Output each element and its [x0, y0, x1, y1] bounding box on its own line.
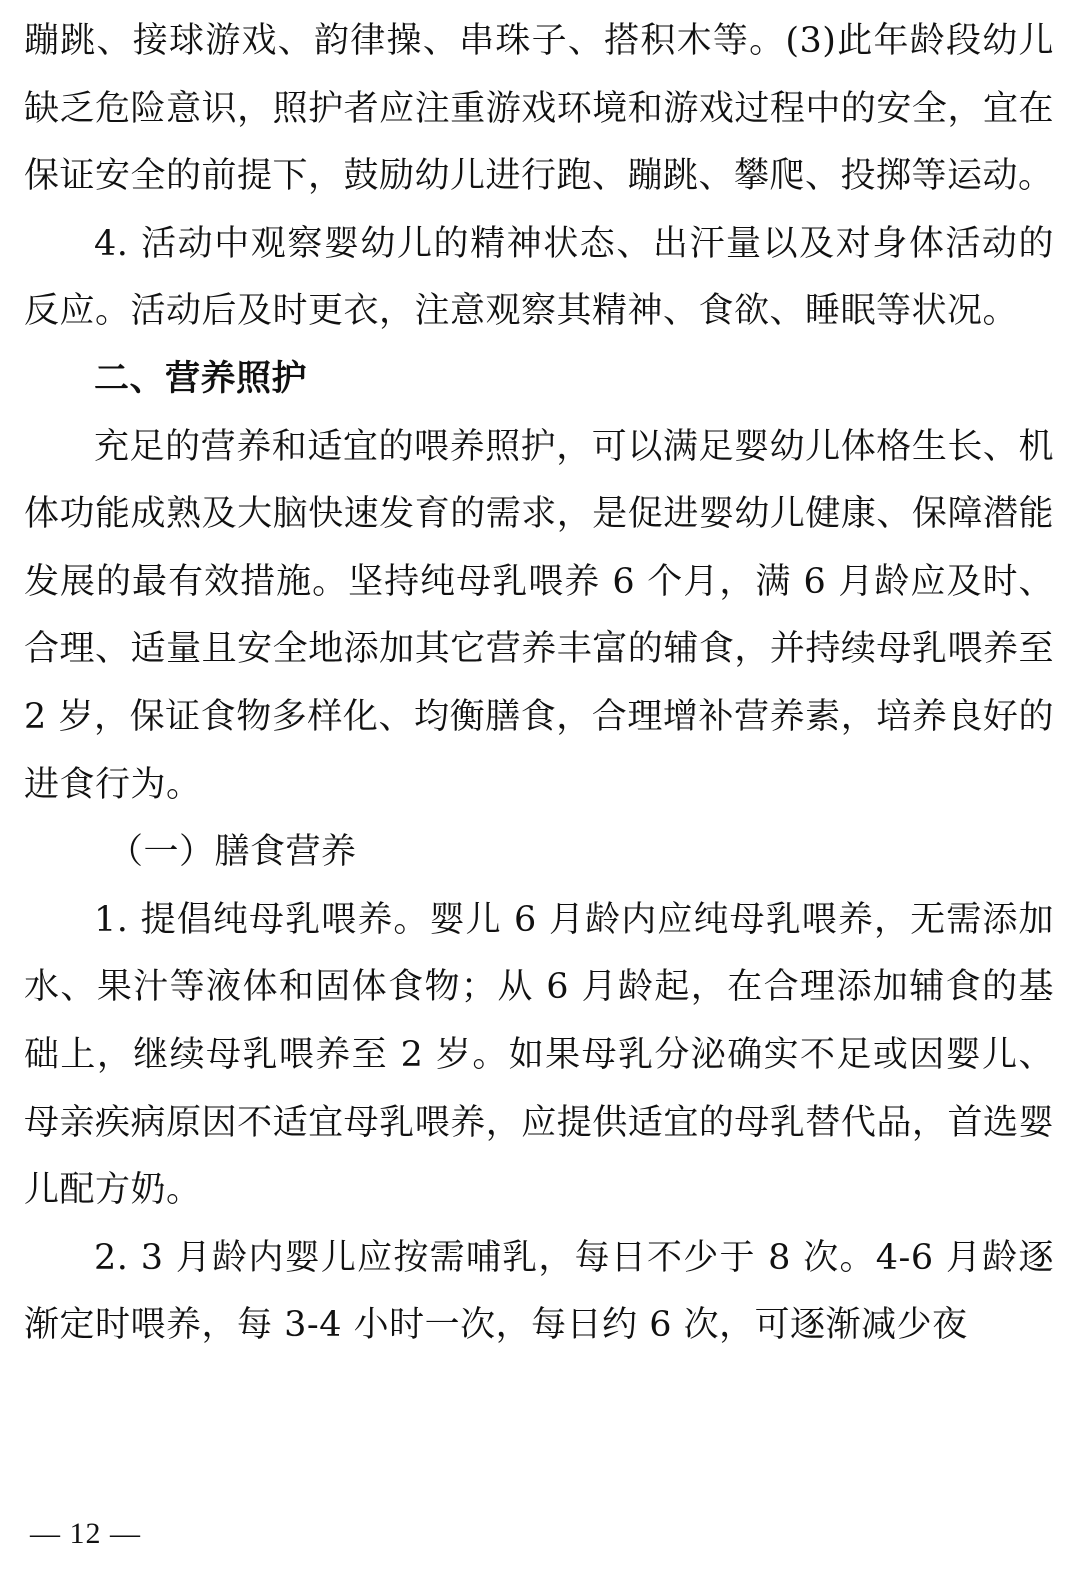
page-number: — 12 —: [30, 1517, 141, 1550]
paragraph-item-2: 2. 3 月龄内婴儿应按需哺乳，每日不少于 8 次。4-6 月龄逐渐定时喂养，每 3-4 小时一次，每日约 6 次，可逐渐减少夜: [24, 1237, 1054, 1346]
subsection-heading-diet-nutrition: （一）膳食营养: [108, 832, 357, 873]
paragraph-item-4: 4. 活动中观察婴幼儿的精神状态、出汗量以及对身体活动的反应。活动后及时更衣，注意观察其精神、食欲、睡眠等状况。: [24, 223, 1054, 332]
document-page: [24, 8, 1054, 1360]
section-heading-nutrition-care: 二、营养照护: [94, 358, 308, 399]
paragraph-continuation: 蹦跳、接球游戏、韵律操、串珠子、搭积木等。(3)此年龄段幼儿缺乏危险意识，照护者应注重游戏环境和游戏过程中的安全，宜在保证安全的前提下，鼓励幼儿进行跑、蹦跳、攀爬、投掷等运动。: [24, 21, 1054, 197]
paragraph-nutrition-intro: 充足的营养和适宜的喂养照护，可以满足婴幼儿体格生长、机体功能成熟及大脑快速发育的需求，是促进婴幼儿健康、保障潜能发展的最有效措施。坚持纯母乳喂养 6 个月，满 6 月龄应及时、合理、适量且安全地添加其它营养丰富的辅食，并持续母乳喂养至 2 岁，保证食物多样化、均衡膳食，合理增补营养素，培养良好的进食行为。: [24, 426, 1054, 805]
paragraph-item-1: 1. 提倡纯母乳喂养。婴儿 6 月龄内应纯母乳喂养，无需添加水、果汁等液体和固体食物；从 6 月龄起，在合理添加辅食的基础上，继续母乳喂养至 2 岁。如果母乳分泌确实不足或因婴儿、母亲疾病原因不适宜母乳喂养，应提供适宜的母乳替代品，首选婴儿配方奶。: [24, 899, 1054, 1211]
